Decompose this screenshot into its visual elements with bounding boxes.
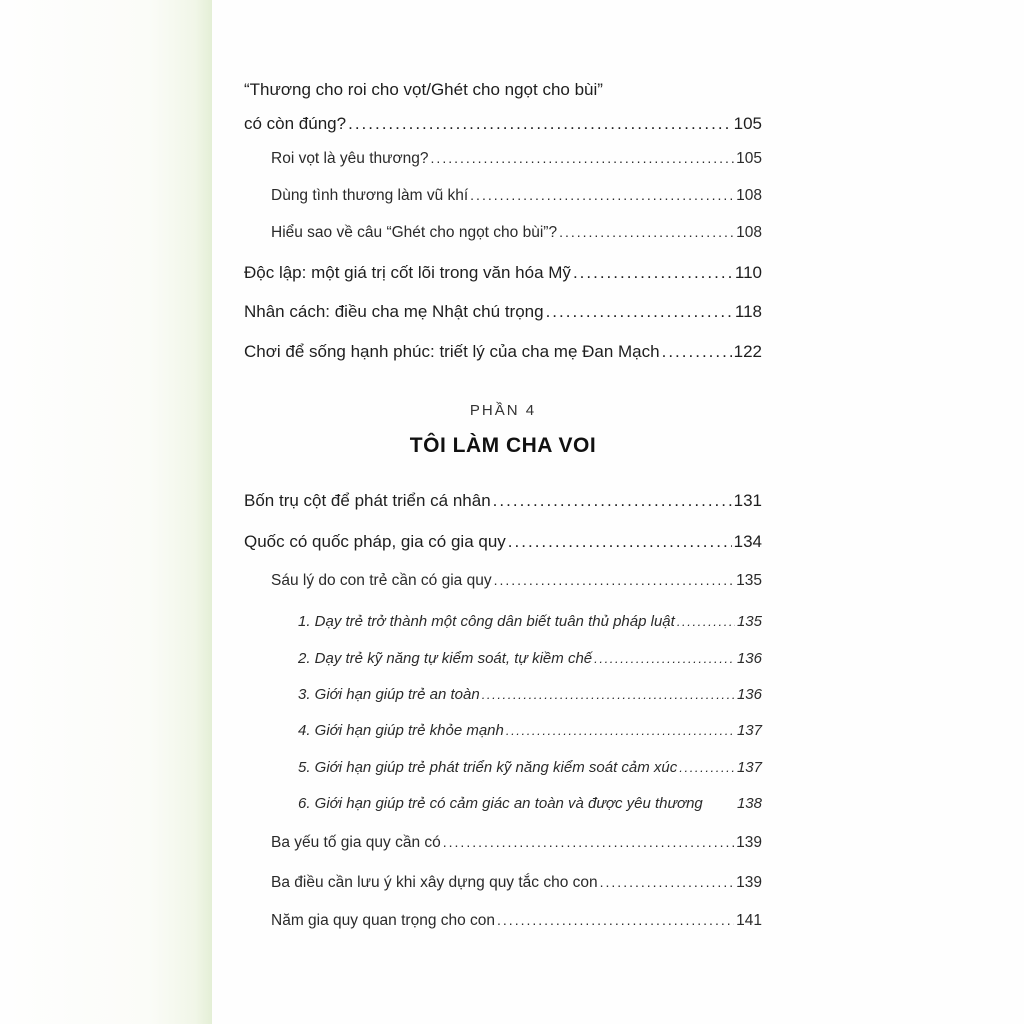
- part-title: TÔI LÀM CHA VOI: [409, 434, 597, 457]
- leader-dots: [559, 224, 734, 240]
- toc-numbered-item[interactable]: [298, 650, 762, 667]
- toc-page-number: 141: [736, 912, 762, 929]
- toc-page-number: 122: [733, 342, 762, 361]
- toc-page-number: 105: [733, 114, 762, 133]
- toc-entry[interactable]: [244, 114, 762, 134]
- leader-dots: [546, 302, 733, 322]
- toc-item-title: 3. Giới hạn giúp trẻ an toàn: [298, 686, 480, 703]
- part-label: PHẦN 4: [469, 402, 537, 419]
- toc-numbered-item[interactable]: [298, 759, 762, 776]
- toc-entry[interactable]: [244, 342, 762, 362]
- toc-page-number: 108: [736, 187, 762, 204]
- toc-page-number: 139: [736, 834, 762, 851]
- toc-page-number: 108: [736, 224, 762, 241]
- toc-subentry-title: Dùng tình thương làm vũ khí: [271, 187, 469, 204]
- leader-dots: [482, 687, 735, 702]
- toc-subentry[interactable]: [271, 150, 762, 168]
- toc-page-number: 138: [736, 795, 762, 812]
- toc-item-title: 6. Giới hạn giúp trẻ có cảm giác an toàn và được yêu thương: [298, 795, 703, 812]
- toc-numbered-item[interactable]: [298, 795, 762, 812]
- toc-page-number: 131: [733, 491, 762, 510]
- page-gutter-shadow: [0, 0, 212, 1024]
- toc-entry[interactable]: [244, 532, 762, 552]
- toc-entry-title: có còn đúng?: [244, 114, 347, 133]
- leader-dots: [443, 834, 734, 850]
- toc-page-number: 136: [736, 686, 762, 703]
- leader-dots: [494, 572, 735, 588]
- toc-page-number: 136: [736, 650, 762, 667]
- toc-subentry[interactable]: [271, 912, 762, 930]
- toc-page-number: 137: [736, 759, 762, 776]
- toc-entry-title: Nhân cách: điều cha mẹ Nhật chú trọng: [244, 302, 544, 321]
- leader-dots: [506, 723, 735, 738]
- toc-subentry[interactable]: [271, 187, 762, 205]
- toc-subentry[interactable]: [271, 834, 762, 852]
- toc-entry-title: Độc lập: một giá trị cốt lõi trong văn hóa Mỹ: [244, 263, 571, 282]
- toc-numbered-item[interactable]: [298, 686, 762, 703]
- toc-entry[interactable]: [244, 491, 762, 511]
- toc-entry[interactable]: [244, 263, 762, 283]
- toc-page-number: 110: [734, 263, 762, 282]
- toc-page-number: 135: [736, 613, 762, 630]
- toc-subentry-title: Ba yếu tố gia quy cần có: [271, 834, 441, 851]
- toc-item-title: 1. Dạy trẻ trở thành một công dân biết tuân thủ pháp luật: [298, 613, 675, 630]
- leader-dots: [677, 614, 735, 629]
- toc-page-number: 139: [736, 874, 762, 891]
- leader-dots: [431, 150, 735, 166]
- toc-item-title: 5. Giới hạn giúp trẻ phát triển kỹ năng kiểm soát cảm xúc: [298, 759, 678, 776]
- toc-item-title: 4. Giới hạn giúp trẻ khỏe mạnh: [298, 722, 504, 739]
- toc-entry[interactable]: [244, 302, 762, 322]
- leader-dots: [573, 263, 733, 283]
- leader-dots: [508, 532, 732, 552]
- toc-subentry[interactable]: [271, 224, 762, 242]
- toc-numbered-item[interactable]: [298, 613, 762, 630]
- toc-entry-title: Chơi để sống hạnh phúc: triết lý của cha mẹ Đan Mạch: [244, 342, 660, 361]
- toc-page-number: 105: [736, 150, 762, 167]
- toc-page-number: 135: [736, 572, 762, 589]
- leader-dots: [348, 114, 732, 134]
- toc-subentry-title: Sáu lý do con trẻ cần có gia quy: [271, 572, 492, 589]
- toc-entry-title: Bốn trụ cột để phát triển cá nhân: [244, 491, 491, 510]
- toc-entry-title: Quốc có quốc pháp, gia có gia quy: [244, 532, 506, 551]
- toc-subentry-title: Ba điều cần lưu ý khi xây dựng quy tắc cho con: [271, 874, 598, 891]
- toc-page-number: 118: [734, 302, 762, 321]
- leader-dots: [497, 912, 734, 928]
- leader-dots: [594, 651, 735, 666]
- toc-subentry-title: Năm gia quy quan trọng cho con: [271, 912, 496, 929]
- toc-subentry-title: Roi vọt là yêu thương?: [271, 150, 429, 167]
- leader-dots: [493, 491, 732, 511]
- toc-item-title: 2. Dạy trẻ kỹ năng tự kiểm soát, tự kiềm chế: [298, 650, 593, 667]
- toc-subentry-title: Hiểu sao về câu “Ghét cho ngọt cho bùi”?: [271, 224, 558, 241]
- leader-dots: [662, 342, 732, 362]
- leader-dots: [600, 874, 734, 890]
- leader-dots: [470, 187, 734, 203]
- toc-numbered-item[interactable]: [298, 722, 762, 739]
- toc-entry-title-line1: “Thương cho roi cho vọt/Ghét cho ngọt cho bùi”: [244, 80, 603, 99]
- toc-page-number: 134: [733, 532, 762, 551]
- toc-subentry[interactable]: [271, 874, 762, 892]
- leader-dots: [679, 760, 735, 775]
- toc-page-number: 137: [736, 722, 762, 739]
- toc-subentry[interactable]: [271, 572, 762, 590]
